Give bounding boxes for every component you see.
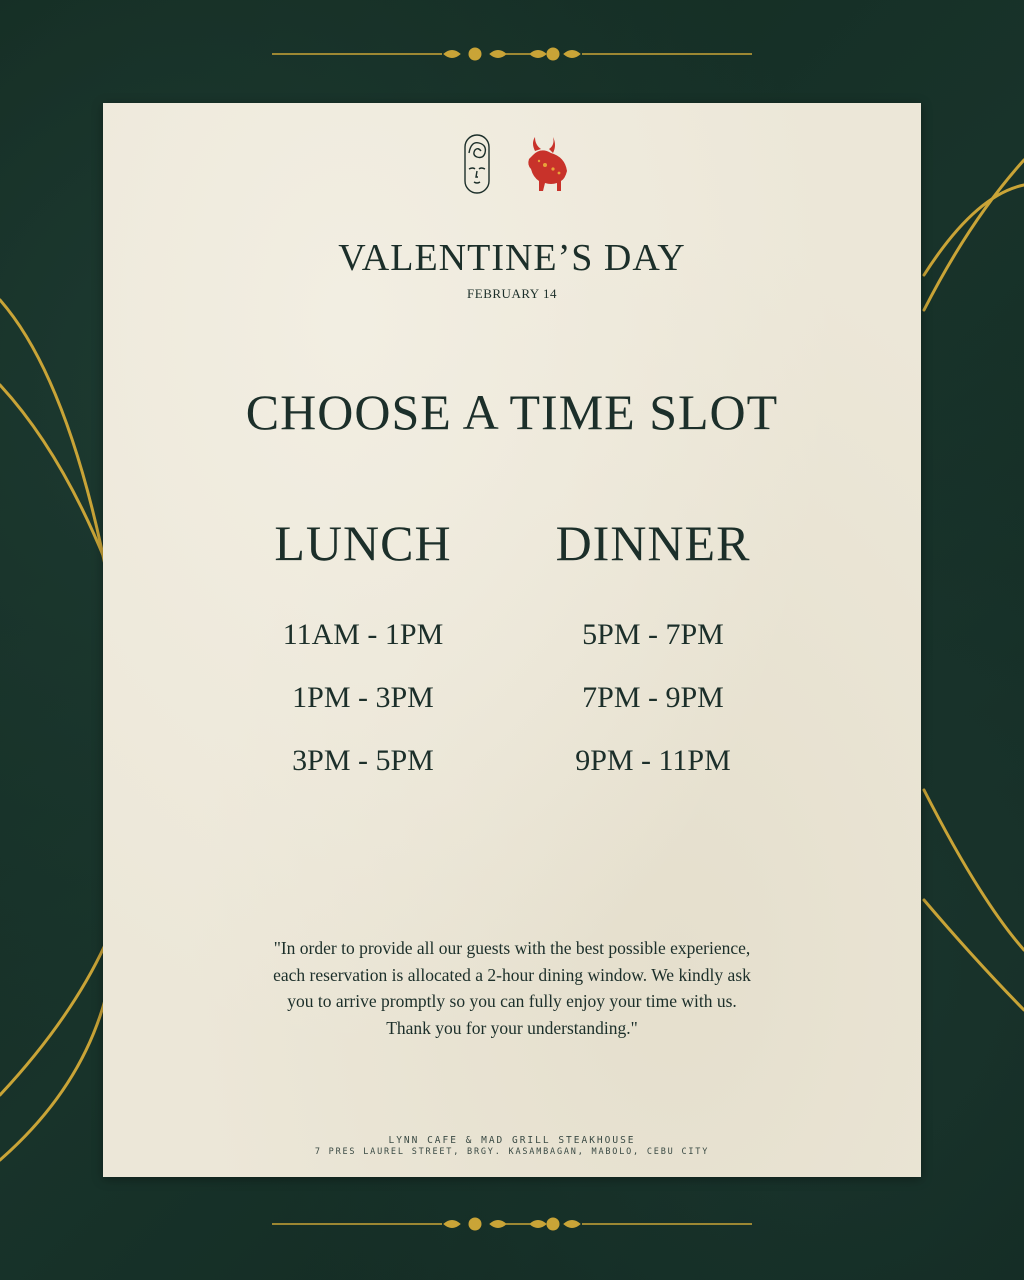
reservation-note [213,935,811,1041]
dinner-slot: 5PM - 7PM [582,618,724,651]
dinner-slot-list [523,615,783,804]
bull-logo-icon [521,131,573,197]
lunch-slot: 3PM - 5PM [292,744,434,777]
event-date: FEBRUARY 14 [467,286,557,301]
lunch-slot: 1PM - 3PM [292,681,434,714]
lunch-column [233,513,493,804]
dinner-title: DINNER [555,515,751,571]
lunch-slot: 11AM - 1PM [282,618,444,651]
dinner-slot: 7PM - 9PM [582,681,724,714]
note-line: Thank you for your understanding." [386,1017,638,1038]
event-title: VALENTINE’S DAY [338,237,686,279]
dinner-slot: 9PM - 11PM [575,744,731,777]
note-line: you to arrive promptly so you can fully enjoy your time with us. [287,991,737,1011]
venue-address: 7 PRES LAUREL STREET, BRGY. KASAMBAGAN, MABOLO, CEBU CITY [314,1147,710,1157]
note-line: "In order to provide all our guests with the best possible experience, [273,938,751,958]
dinner-column [523,513,783,804]
bottom-ornament [272,1214,752,1234]
logo-row [103,131,921,197]
lunch-slot-list [233,615,493,804]
lunch-title: LUNCH [274,515,452,571]
venue-name: LYNN CAFE & MAD GRILL STEAKHOUSE [388,1135,636,1146]
poster-card [103,103,921,1177]
note-line: each reservation is allocated a 2-hour dining window. We kindly ask [273,964,751,985]
footer [103,1135,921,1157]
face-logo-icon [451,131,503,197]
headline: CHOOSE A TIME SLOT [245,384,779,440]
top-ornament [272,44,752,64]
